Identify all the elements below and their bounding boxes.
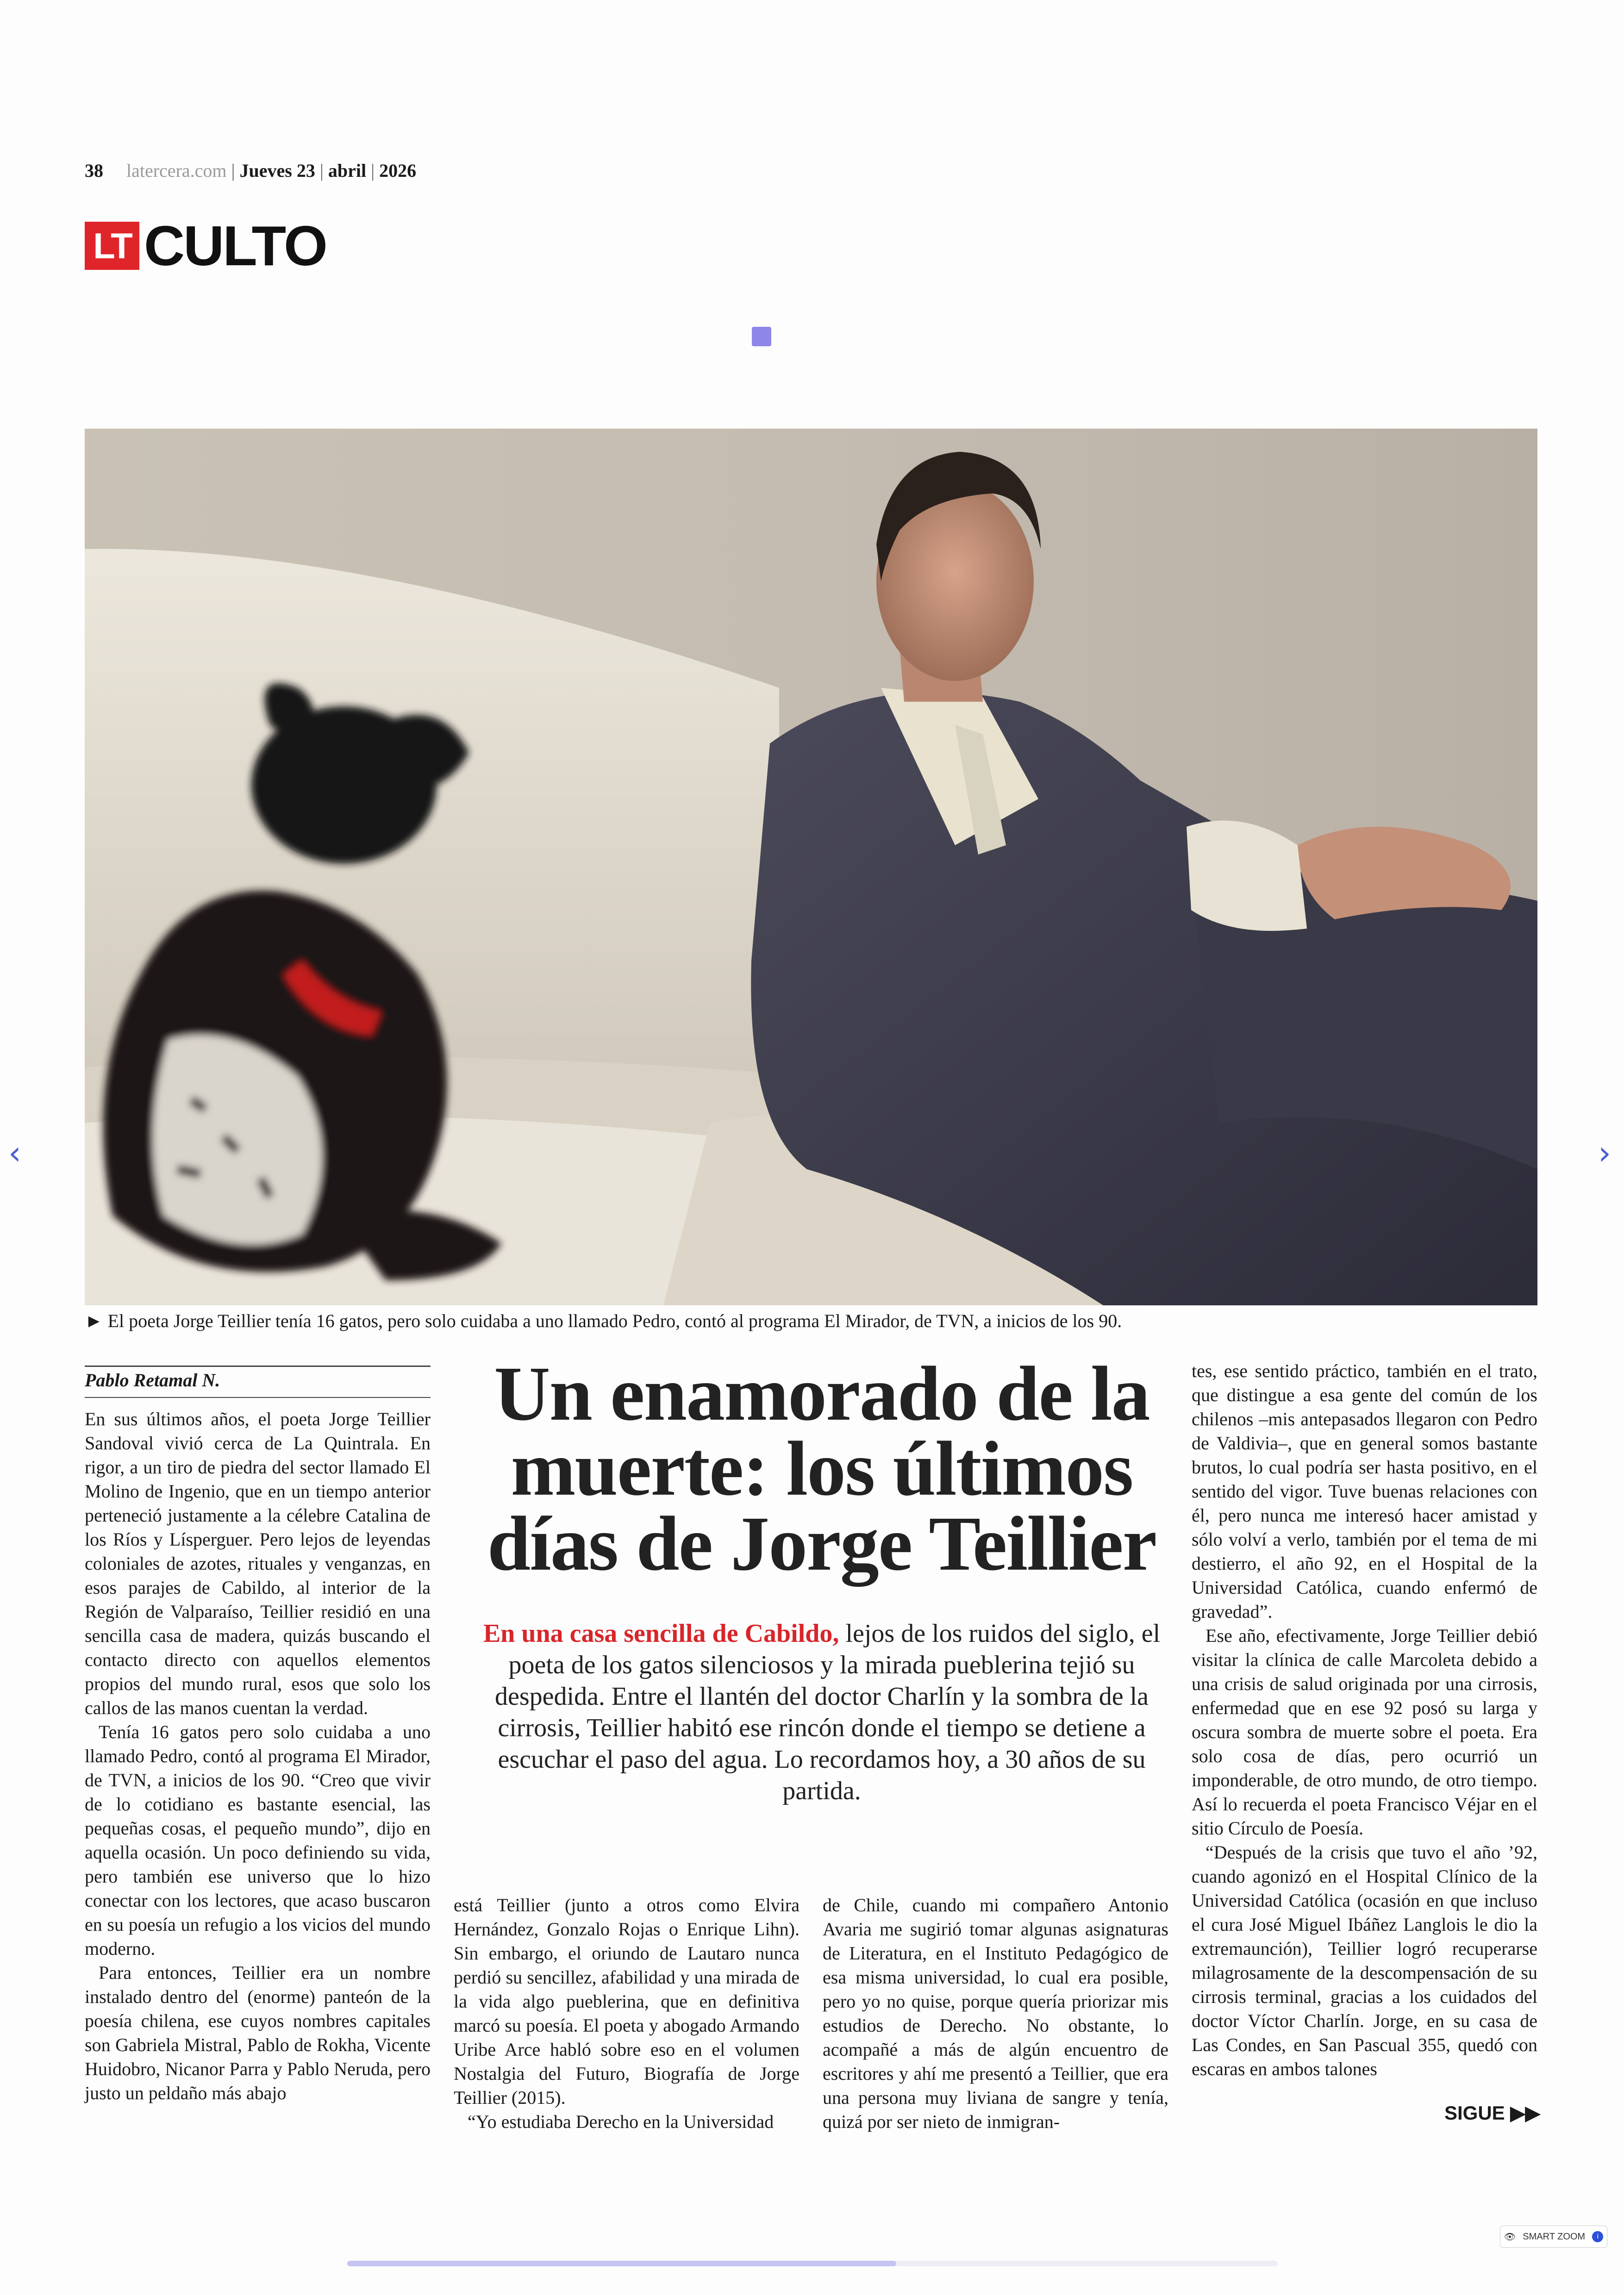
- section-brand: [85, 214, 326, 277]
- info-icon: i: [1592, 2231, 1603, 2242]
- paragraph: “Después de la crisis que tuvo el año ’92, cuando agonizó en el Hospital Clínico de la Universidad Católica (ocasión en que incluso el cura José Miguel Ibáñez Langlois le dio la extremaunción), Teillier logró recuperarse milagrosamente de la descompensación de su cirrosis terminal, gracias a los cuidados del doctor Víctor Charlín. Jorge, en su casa de Las Condes, en San Pascual 355, quedó con escaras en ambos talones: [1192, 1842, 1537, 2079]
- byline: Pablo Retamal N.: [85, 1370, 220, 1391]
- byline-rule: [85, 1397, 431, 1398]
- paragraph: de Chile, cuando mi compañero Antonio Avaria me sugirió tomar algunas asignaturas de Literatura, en el Instituto Pedagógico de esa misma universidad, lo cual era posible, pero yo no quise, porque quería priorizar mis estudios de Derecho. No obstante, lo acompañé a más de algún encuentro de escritores y ahí me presentó a Teillier, que era una persona muy liviana de sangre y tenía, quizá por ser nieto de inmigran-: [823, 1895, 1168, 2132]
- dek-text: lejos de los ruidos del siglo, el poeta de los gatos silenciosos y la mirada pueblerina tejió su despedida. Entre el llantén del doctor Charlín y la sombra de la cirrosis, Teillier habitó ese rincón donde el tiempo se detiene a escuchar el paso del agua. Lo recordamos hoy, a 30 años de su partida.: [495, 1619, 1161, 1805]
- paragraph: tes, ese sentido práctico, también en el trato, que distingue a esa gente del común de los chilenos –mis antepasados llegaron con Pedro de Valdivia–, que en general somos bastante brutos, lo cual podría ser hasta positivo, en el sentido del vigor. Tuve buenas relaciones con él, pero nunca me interesó hacer amistad y sólo volví a verlo, también por el tema de mi destierro, el año 92, en el Hospital de la Universidad Católica, cuando enfermó de gravedad”.: [1192, 1360, 1537, 1622]
- page-number: 38: [85, 160, 103, 181]
- issue-year: 2026: [379, 160, 417, 181]
- dek-highlight: En una casa sencilla de Cabildo,: [483, 1619, 839, 1648]
- smart-zoom-button[interactable]: [1500, 2226, 1607, 2248]
- continue-label: SIGUE ▶▶: [1444, 2102, 1540, 2124]
- paragraph: está Teillier (junto a otros como Elvira Hernández, Gonzalo Rojas o Enrique Lihn). Sin embargo, el oriundo de Lautaro nunca perdió su sencillez, afabilidad y una mirada de la vida algo pueblerina, que en definitiva marcó su poesía. El poeta y abogado Armando Uribe Arce habló sobre eso en el volumen Nostalgia del Futuro, Biografía de Jorge Teillier (2015).: [454, 1895, 800, 2108]
- paragraph: Ese año, efectivamente, Jorge Teillier debió visitar la clínica de calle Marcoleta debido a una crisis de salud originada por una cirrosis, enfermedad que en ese 92 posó su larga y oscura sombra de muerte sobre el poeta. Era solo cosa de días, pero ocurrió un imponderable, de otro mundo, de otro tiempo. Así lo recuerda el poeta Francisco Véjar en el sitio Círculo de Poesía.: [1192, 1625, 1537, 1839]
- eye-icon: 👁: [1504, 2232, 1516, 2242]
- article-column-3: [823, 1893, 1168, 2134]
- chevron-left-icon[interactable]: ‹: [8, 1134, 21, 1172]
- section-name: CULTO: [144, 214, 326, 277]
- article-column-1: [85, 1407, 431, 2105]
- paragraph: “Yo estudiaba Derecho en la Universidad: [468, 2111, 774, 2132]
- issue-month: abril: [328, 160, 367, 181]
- ad-marker-icon[interactable]: [752, 327, 771, 346]
- article-column-2: [454, 1893, 800, 2134]
- chevron-right-icon[interactable]: ›: [1598, 1134, 1611, 1172]
- smart-zoom-label: SMART ZOOM: [1523, 2231, 1586, 2242]
- issue-day: Jueves 23: [239, 160, 315, 181]
- photo-caption: ► El poeta Jorge Teillier tenía 16 gatos, pero solo cuidaba a uno llamado Pedro, contó al programa El Mirador, de TVN, a inicios de los 90.: [85, 1310, 1122, 1331]
- paragraph: Tenía 16 gatos pero solo cuidaba a uno llamado Pedro, contó al programa El Mirador, de TVN, a inicios de los 90. “Creo que vivir de lo cotidiano es bastante esencial, las pequeñas cosas, el pequeño mundo”, dijo en aquella ocasión. Un poco definiendo su vida, pero también ese universo que lo hizo conectar con los lectores, que acaso buscaron en su poesía un refugio a los vicios del mundo moderno.: [85, 1721, 431, 1959]
- reading-progress-fill: [347, 2261, 896, 2266]
- article-photo: [85, 429, 1537, 1305]
- paragraph: En sus últimos años, el poeta Jorge Teillier Sandoval vivió cerca de La Quintrala. En rigor, a un tiro de piedra del sector llamado El Molino de Ingenio, que en un tiempo anterior perteneció justamente a la célebre Catalina de los Ríos y Lísperguer. Pero lejos de leyendas coloniales de azotes, rituales y venganzas, en esos parajes de Cabildo, al interior de la Región de Valparaíso, Teillier residió en una sencilla casa de madera, quizás buscando el contacto directo con aquellos elementos propios del mundo rural, esos que solo los callos de las manos cuentan la verdad.: [85, 1409, 431, 1718]
- brand-logo: LT: [85, 222, 139, 270]
- site-name: latercera.com: [126, 160, 227, 181]
- headline: Un enamorado de la muerte: los últimos días de Jorge Teillier: [487, 1351, 1156, 1587]
- article-dek: [481, 1618, 1162, 1807]
- article-column-4: [1192, 1359, 1537, 2081]
- page-folio: 38 latercera.com | Jueves 23 | abril | 2026: [85, 160, 417, 181]
- paragraph: Para entonces, Teillier era un nombre instalado dentro del (enorme) panteón de la poesía chilena, ese cuyos nombres capitales son Gabriela Mistral, Pablo de Rokha, Vicente Huidobro, Nicanor Parra y Pablo Neruda, pero justo un peldaño más abajo: [85, 1962, 431, 2103]
- byline-rule: [85, 1366, 431, 1367]
